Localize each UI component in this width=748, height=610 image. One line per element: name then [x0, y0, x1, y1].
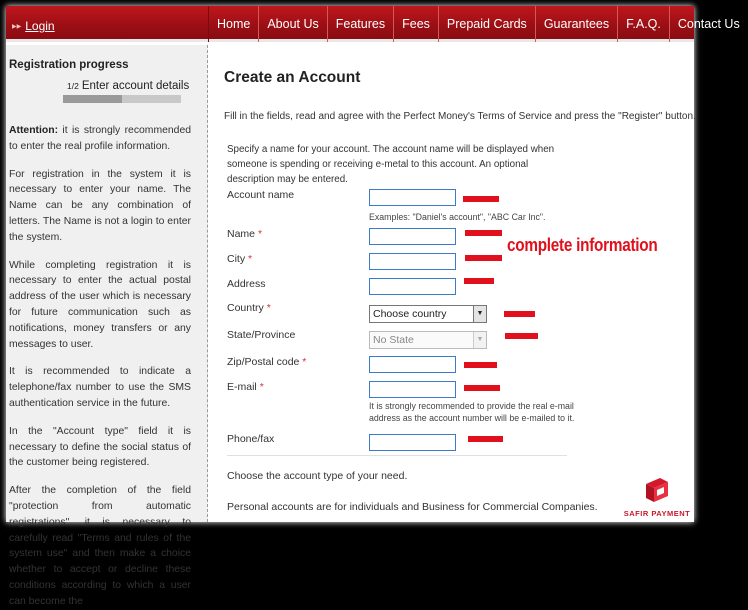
chevron-down-icon[interactable]: ▼: [473, 306, 486, 322]
login-link[interactable]: Login: [25, 19, 55, 33]
name-label: [227, 228, 262, 240]
main-nav: [208, 6, 748, 42]
chevron-down-icon[interactable]: ▼: [473, 332, 486, 348]
phone-input[interactable]: [369, 434, 456, 451]
nav-home[interactable]: Home: [208, 6, 258, 42]
attention-label: Attention:: [9, 125, 59, 136]
required-mark: *: [257, 228, 263, 240]
email-label: [227, 381, 264, 393]
progress-bar: [63, 95, 181, 103]
country-label: [227, 302, 271, 314]
nav-features[interactable]: Features: [327, 6, 393, 42]
state-select-value: No State: [373, 334, 414, 346]
email-hint: [369, 400, 574, 424]
nav-faq[interactable]: F.A.Q.: [617, 6, 669, 42]
nav-fees[interactable]: Fees: [393, 6, 438, 42]
nav-about-us[interactable]: About Us: [258, 6, 326, 42]
section-divider: [227, 455, 567, 456]
state-label: State/Province: [227, 329, 296, 341]
required-mark: *: [259, 381, 264, 393]
required-mark: *: [302, 356, 307, 368]
annotation-mark: [464, 362, 497, 368]
annotation-mark: [505, 333, 538, 339]
country-select[interactable]: [369, 305, 487, 323]
browser-page: [6, 6, 740, 607]
safir-logo-icon: [642, 476, 672, 506]
phone-label: Phone/fax: [227, 433, 275, 445]
name-label-text: Name: [227, 228, 256, 240]
zip-label: [227, 356, 306, 368]
form-intro: Fill in the fields, read and agree with the Perfect Money's Terms of Service and press the "Register" button.: [224, 111, 696, 122]
email-label-text: E-mail: [227, 381, 257, 393]
account-name-label: Account name: [227, 189, 295, 201]
address-label: Address: [227, 278, 266, 290]
step-label: Enter account details: [81, 80, 190, 92]
attention-note: [9, 123, 191, 155]
help-paragraph-account-type: In the "Account type" field it is necessary to define the social status of the customer being registered.: [9, 425, 191, 469]
account-type-prompt: Choose the account type of your need.: [227, 470, 408, 482]
country-select-value: Choose country: [373, 308, 447, 320]
required-mark: *: [266, 302, 271, 314]
account-name-description: Specify a name for your account. The account name will be displayed when someone is spending or receiving e-metal to this account. An optional description may be entered.: [227, 144, 555, 185]
top-navigation-bar: [6, 6, 740, 42]
progress-bar-fill: [63, 95, 122, 103]
help-paragraph-terms: After the completion of the field "protection from automatic registrations", it is necessary to carefully read "Terms and rules of the system use" and then make a choice whether to accept or decline these conditions according to which a user can become the: [9, 485, 191, 607]
city-label: [227, 253, 252, 265]
arrow-right-icon: ▶▶: [12, 23, 22, 30]
safir-payment-watermark: [622, 476, 692, 522]
required-mark: *: [248, 253, 253, 265]
annotation-mark: [463, 196, 499, 202]
city-label-text: City: [227, 253, 246, 265]
page-title: Create an Account: [224, 69, 361, 86]
progress-step: [9, 80, 191, 92]
email-input[interactable]: [369, 381, 456, 398]
watermark-text: SAFIR PAYMENT: [623, 509, 691, 518]
state-select[interactable]: [369, 331, 487, 349]
annotation-mark: [464, 385, 500, 391]
step-number: 1/2: [67, 81, 79, 91]
annotation-mark: [504, 311, 535, 317]
help-paragraph-address: While completing registration it is necessary to enter the actual postal address of the user which is necessary for future communication such as notifications, money transfers or any messages to user.: [9, 259, 191, 350]
address-input[interactable]: [369, 278, 456, 295]
create-account-form: [224, 45, 694, 522]
attention-text: it is strongly recommended to enter the real profile information.: [9, 125, 191, 152]
account-type-description: Personal accounts are for individuals and Business for Commercial Companies.: [227, 501, 598, 513]
help-paragraph-name: For registration in the system it is necessary to enter your name. The Name can be any combination of letters. The Name is not a login to enter the system.: [9, 168, 191, 243]
zip-label-text: Zip/Postal code: [227, 356, 300, 368]
registration-progress-title: Registration progress: [9, 59, 129, 71]
annotation-mark: [465, 230, 502, 236]
registration-sidebar: [6, 45, 208, 607]
zip-input[interactable]: [369, 356, 456, 373]
email-hint-line-1: It is strongly recommended to provide the real e-mail: [369, 401, 574, 411]
annotation-mark: [465, 255, 502, 261]
annotation-mark: [468, 436, 503, 442]
nav-contact-us[interactable]: Contact Us: [669, 6, 748, 42]
city-input[interactable]: [369, 253, 456, 270]
account-name-hint: Examples: "Daniel's account", "ABC Car Inc".: [369, 212, 546, 222]
annotation-mark: [464, 278, 494, 284]
login-area: [12, 19, 55, 33]
name-input[interactable]: [369, 228, 456, 245]
nav-prepaid-cards[interactable]: Prepaid Cards: [438, 6, 535, 42]
account-name-input[interactable]: [369, 189, 456, 206]
help-paragraph-phone: It is recommended to indicate a telephone/fax number to use the SMS authentication service in the future.: [9, 366, 191, 409]
nav-guarantees[interactable]: Guarantees: [535, 6, 617, 42]
complete-information-annotation: complete information: [507, 235, 658, 255]
country-label-text: Country: [227, 302, 264, 314]
email-hint-line-2: address as the account number will be e-mailed to it.: [369, 413, 575, 423]
